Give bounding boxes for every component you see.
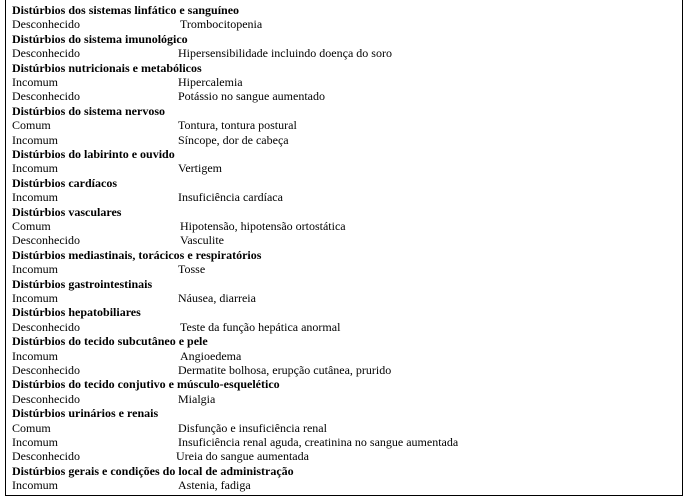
frequency-label: Incomum [12, 75, 58, 89]
reaction-text: Síncope, dor de cabeça [178, 132, 289, 147]
frequency-label: Desconhecido [12, 363, 80, 377]
frequency-label: Desconhecido [12, 319, 80, 334]
reaction-row [12, 46, 672, 60]
reaction-text: Ureia do sangue aumentada [176, 449, 309, 464]
frequency-label: Desconhecido [12, 449, 80, 464]
section-heading: Distúrbios hepatobiliares [12, 305, 141, 320]
section-heading: Distúrbios urinários e renais [12, 406, 159, 421]
reaction-text: Hipersensibilidade incluindo doença do soro [178, 46, 392, 61]
frequency-label: Incomum [12, 161, 58, 176]
reaction-row [12, 320, 672, 334]
reaction-text: Mialgia [178, 391, 216, 406]
reaction-row [12, 89, 672, 103]
frequency-label: Incomum [12, 348, 58, 363]
section-heading: Distúrbios mediastinais, torácicos e respiratórios [12, 247, 262, 262]
section-heading: Distúrbios do sistema imunológico [12, 31, 188, 46]
section-heading: Distúrbios vasculares [12, 204, 122, 219]
reaction-row [12, 118, 672, 132]
reaction-row [12, 449, 672, 463]
section-heading: Distúrbios nutricionais e metabólicos [12, 60, 202, 75]
reaction-text: Insuficiência renal aguda, creatinina no sangue aumentada [178, 435, 459, 449]
frequency-label: Incomum [12, 190, 58, 205]
reaction-row [12, 349, 672, 363]
reaction-text: Tosse [178, 262, 206, 277]
frequency-label: Incomum [12, 435, 58, 449]
frequency-label: Comum [12, 420, 51, 435]
reaction-text: Náusea, diarreia [178, 291, 256, 305]
reaction-row [12, 478, 672, 492]
reaction-text: Astenia, fadiga [178, 478, 251, 493]
reaction-text: Dermatite bolhosa, erupção cutânea, prurido [178, 363, 392, 377]
reaction-row [12, 233, 672, 247]
section-heading: Distúrbios gastrointestinais [12, 276, 153, 291]
reaction-text: Teste da função hepática anormal [180, 319, 341, 334]
reaction-row [12, 435, 672, 449]
reaction-text: Angioedema [180, 348, 242, 363]
reaction-text: Hipotensão, hipotensão ortostática [180, 219, 346, 233]
reaction-row [12, 363, 672, 377]
reaction-row [12, 421, 672, 435]
reaction-row [12, 133, 672, 147]
reaction-text: Hipercalemia [178, 75, 243, 89]
reaction-text: Potássio no sangue aumentado [178, 89, 325, 104]
frequency-label: Incomum [12, 478, 58, 493]
section-heading: Distúrbios gerais e condições do local de administração [12, 463, 294, 478]
section-heading: Distúrbios do tecido subcutâneo e pele [12, 334, 208, 349]
frequency-label: Desconhecido [12, 391, 80, 406]
frequency-label: Incomum [12, 132, 58, 147]
section-heading: Distúrbios do labirinto e ouvido [12, 147, 175, 161]
section-heading: Distúrbios dos sistemas linfático e sanguíneo [12, 3, 240, 17]
reaction-row [12, 262, 672, 276]
section-heading: Distúrbios do tecido conjutivo e músculo-esquelético [12, 377, 280, 392]
reaction-text: Insuficiência cardíaca [178, 190, 283, 205]
section-heading: Distúrbios do sistema nervoso [12, 103, 166, 118]
frequency-label: Desconhecido [12, 233, 80, 248]
frequency-label: Desconhecido [12, 17, 80, 32]
frequency-label: Desconhecido [12, 89, 80, 104]
reaction-row [12, 219, 672, 233]
reaction-row [12, 190, 672, 204]
section-heading: Distúrbios cardíacos [12, 175, 117, 190]
reaction-text: Disfunção e insuficiência renal [178, 420, 327, 435]
frequency-label: Incomum [12, 262, 58, 277]
reaction-text: Vertigem [178, 161, 222, 176]
reaction-row [12, 75, 672, 89]
reaction-row [12, 291, 672, 305]
reaction-row [12, 161, 672, 175]
reaction-text: Vasculite [180, 233, 224, 248]
reaction-row [12, 17, 672, 31]
frequency-label: Comum [12, 118, 51, 133]
reaction-text: Tontura, tontura postural [178, 118, 297, 133]
frequency-label: Desconhecido [12, 46, 80, 61]
reaction-row [12, 392, 672, 406]
reaction-text: Trombocitopenia [180, 17, 263, 32]
frequency-label: Comum [12, 219, 51, 233]
frequency-label: Incomum [12, 291, 58, 305]
